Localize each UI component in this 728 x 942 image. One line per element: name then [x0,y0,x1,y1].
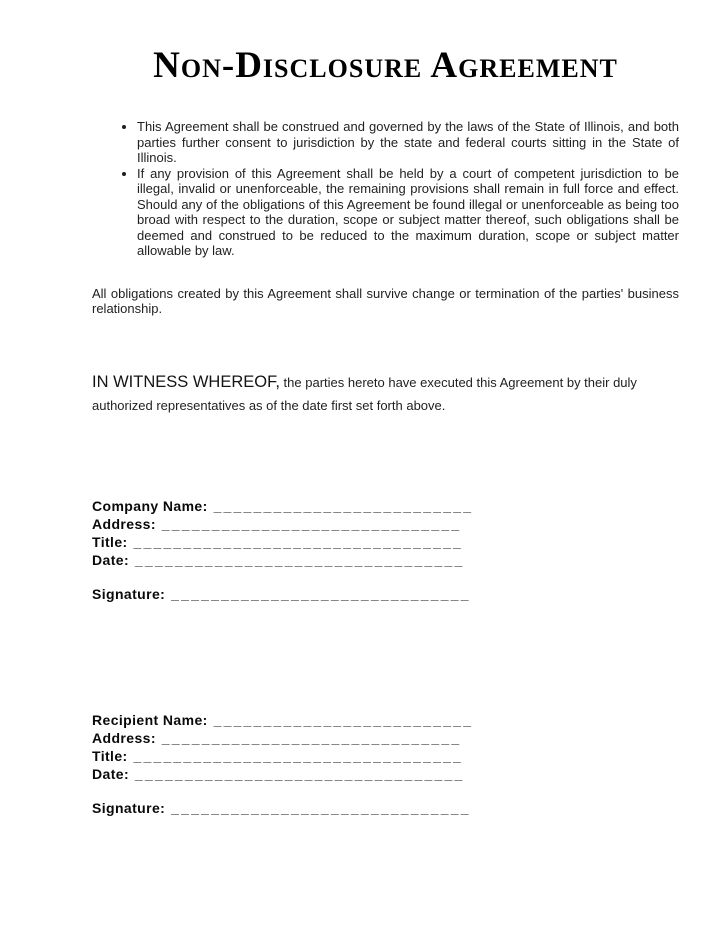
company-title-blank-line: _________________________________ [133,533,464,550]
recipient-signature-blank-line: ______________________________ [171,799,471,816]
company-address-blank-line: ______________________________ [161,515,462,532]
survival-paragraph: All obligations created by this Agreement shall survive change or termination of the parties' business relationship. [92,285,679,316]
recipient-name-label: Recipient Name: [92,711,208,728]
company-date-field [92,551,679,569]
recipient-signature-field [92,799,679,817]
company-signature-block [92,497,679,603]
recipient-date-field [92,765,679,783]
company-title-field [92,533,679,551]
clause-severability: • If any provision of this Agreement shall be held by a court of competent jurisdiction to be illegal, invalid or unenforceable, the remaining provisions shall remain in full force and effect. Should any of the obligations of this Agreement be found illegal or unenforceable as being too broad with respect to the duration, scope or subject matter thereof, such obligations shall be deemed and construed to be reduced to the maximum duration, scope or subject matter allowable by law. [137,166,679,259]
recipient-title-blank-line: _________________________________ [133,747,464,764]
recipient-date-label: Date: [92,765,130,782]
recipient-address-blank-line: ______________________________ [161,729,462,746]
recipient-name-blank-line: __________________________ [213,711,474,728]
company-signature-field [92,585,679,603]
recipient-date-blank-line: _________________________________ [134,765,465,782]
recipient-address-field [92,729,679,747]
recipient-name-field [92,711,679,729]
company-address-field [92,515,679,533]
company-address-label: Address: [92,515,156,532]
witness-rest: the parties hereto have executed this Agreement by their duly authorized representatives as of the date first set forth above. [92,374,637,413]
recipient-signature-label: Signature: [92,799,166,816]
witness-lead: IN WITNESS WHEREOF, [92,372,280,391]
witness-paragraph [92,371,679,417]
recipient-title-label: Title: [92,747,128,764]
company-signature-blank-line: ______________________________ [171,585,471,602]
clauses-list [92,119,679,259]
company-name-label: Company Name: [92,497,208,514]
company-name-field [92,497,679,515]
recipient-title-field [92,747,679,765]
document-title: Non-Disclosure Agreement [153,45,618,86]
company-date-label: Date: [92,551,130,568]
company-signature-label: Signature: [92,585,166,602]
recipient-address-label: Address: [92,729,156,746]
company-name-blank-line: __________________________ [213,497,474,514]
company-title-label: Title: [92,533,128,550]
recipient-signature-block [92,711,679,817]
clause-governing-law: • This Agreement shall be construed and governed by the laws of the State of Illinois, and both parties further consent to jurisdiction by the state and federal courts sitting in the State of Illinois. [137,119,679,166]
company-date-blank-line: _________________________________ [134,551,465,568]
